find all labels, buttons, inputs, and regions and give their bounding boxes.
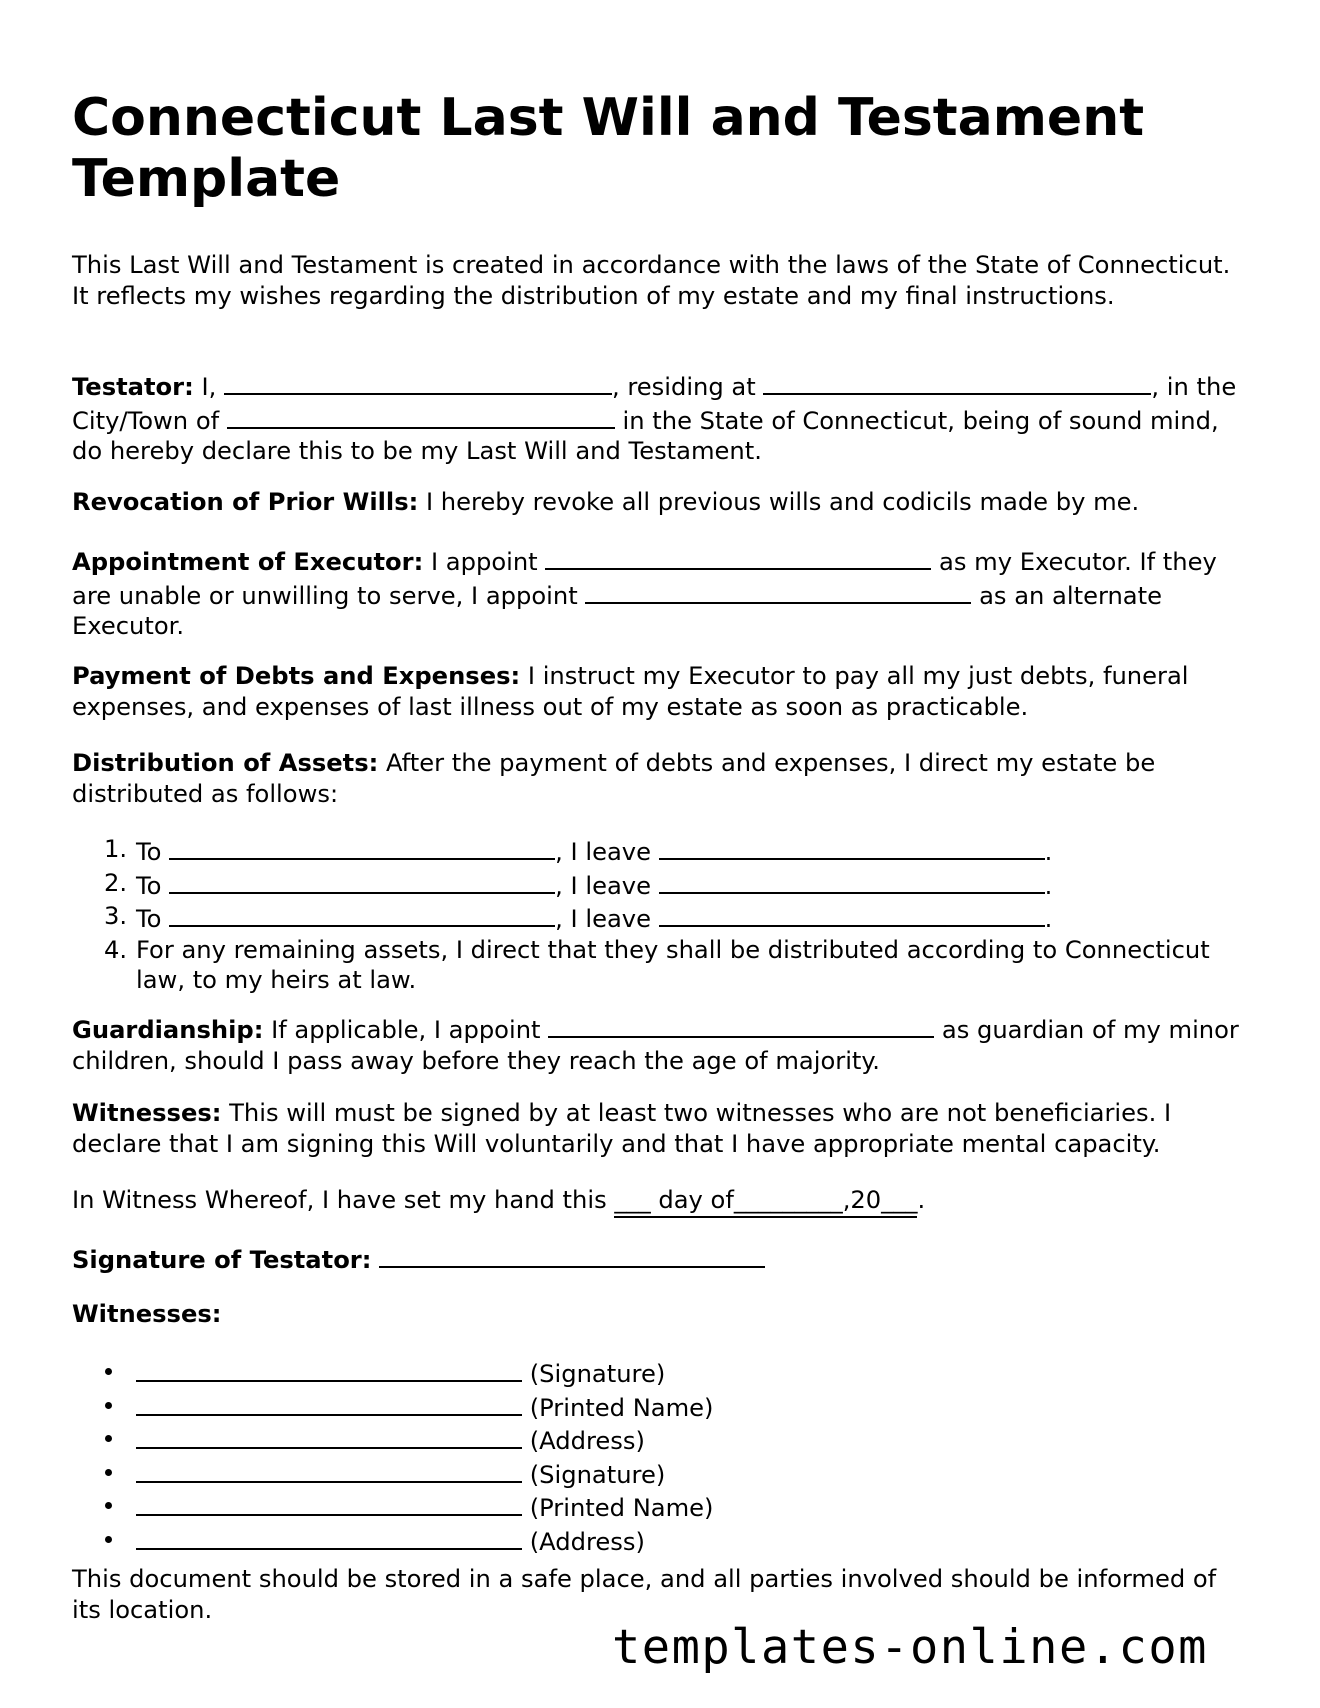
witnesses-heading: Witnesses:	[72, 1300, 222, 1328]
witness-blank[interactable]	[136, 1524, 522, 1550]
list-to: To	[136, 905, 170, 933]
witness-blank[interactable]	[136, 1423, 522, 1449]
witness-list	[72, 1356, 714, 1557]
testator-address-blank[interactable]	[763, 369, 1151, 395]
testator-text-3: , in the City/Town of	[72, 373, 1237, 435]
bequest-blank[interactable]	[659, 834, 1045, 860]
list-leave: , I leave	[555, 871, 659, 900]
executor-label: Appointment of Executor:	[72, 548, 424, 576]
witnesses-heading-paragraph	[72, 1299, 1247, 1330]
debts-text: I instruct my Executor to pay all my just debts, funeral expenses, and expenses of last illness out of my estate as soon as practicable.	[72, 662, 1189, 721]
list-item	[72, 901, 1247, 935]
watermark: templates-online.com	[612, 1620, 1208, 1675]
revocation-label: Revocation of Prior Wills:	[72, 488, 419, 516]
testator-signature-blank[interactable]	[379, 1242, 765, 1268]
page-title: Connecticut Last Will and Testament Template	[72, 88, 1145, 209]
signature-label: Signature of Testator:	[72, 1246, 372, 1274]
witness-line-label: (Address)	[529, 1527, 645, 1556]
guardianship-label: Guardianship:	[72, 1016, 264, 1044]
whereof-year-blank[interactable]: 20___	[850, 1185, 917, 1218]
distribution-text: After the payment of debts and expenses, I direct my estate be distributed as follows:	[72, 749, 1156, 808]
guardianship-paragraph	[72, 1012, 1247, 1076]
list-item	[72, 1524, 714, 1558]
list-item	[72, 868, 1247, 902]
distribution-list	[72, 834, 1247, 996]
signature-line	[72, 1242, 1247, 1276]
whereof-paragraph	[72, 1185, 1247, 1218]
revocation-paragraph	[72, 487, 1247, 518]
list-end: .	[1044, 905, 1053, 933]
list-remaining-text: For any remaining assets, I direct that they shall be distributed according to Connecticut law, to my heirs at law.	[136, 935, 1210, 994]
witness-blank[interactable]	[136, 1356, 522, 1382]
witness-blank[interactable]	[136, 1457, 522, 1483]
guardian-blank[interactable]	[548, 1012, 934, 1038]
witness-line-label: (Printed Name)	[529, 1393, 714, 1422]
whereof-end: .	[917, 1186, 926, 1214]
list-leave: , I leave	[555, 838, 659, 866]
bullet-icon	[105, 1368, 112, 1375]
whereof-day-blank[interactable]: ___ day of	[614, 1185, 733, 1218]
list-item	[72, 1423, 714, 1457]
testator-city-blank[interactable]	[227, 403, 615, 429]
executor-blank[interactable]	[545, 544, 931, 570]
debts-paragraph	[72, 661, 1247, 722]
testator-paragraph	[72, 369, 1247, 467]
intro-paragraph: This Last Will and Testament is created in accordance with the laws of the State of Connecticut. It reflects my wishes regarding the distribution of my estate and my final instructions.	[72, 251, 1231, 310]
list-number: 4.	[104, 935, 128, 964]
list-number: 3.	[104, 902, 128, 930]
witnesses-clause-paragraph	[72, 1098, 1247, 1159]
bullet-icon	[105, 1435, 112, 1442]
list-number: 1.	[104, 835, 128, 863]
witness-line-label: (Signature)	[529, 1360, 666, 1388]
testator-text-4: in the State of Connecticut, being of sound mind, do hereby declare this to be my Last Will and Testament.	[72, 406, 1219, 465]
beneficiary-blank[interactable]	[169, 868, 555, 894]
bullet-icon	[105, 1502, 112, 1509]
list-number: 2.	[104, 868, 128, 897]
revocation-text: I hereby revoke all previous wills and codicils made by me.	[418, 488, 1140, 516]
distribution-label: Distribution of Assets:	[72, 749, 379, 777]
debts-label: Payment of Debts and Expenses:	[72, 662, 521, 690]
witness-blank[interactable]	[136, 1490, 522, 1516]
witnesses-clause-label: Witnesses:	[72, 1099, 222, 1127]
list-item	[72, 935, 1247, 996]
bullet-icon	[105, 1469, 112, 1476]
witness-line-label: (Printed Name)	[529, 1494, 714, 1522]
bequest-blank[interactable]	[659, 868, 1045, 894]
testator-label: Testator:	[72, 373, 194, 401]
distribution-paragraph	[72, 748, 1247, 809]
executor-paragraph	[72, 544, 1247, 642]
closing-paragraph: This document should be stored in a safe place, and all parties involved should be informed of its location.	[72, 1565, 1217, 1624]
executor-text-1: I appoint	[423, 548, 546, 576]
list-item	[72, 1390, 714, 1424]
testator-text-2: , residing at	[611, 373, 764, 401]
bequest-blank[interactable]	[659, 901, 1045, 927]
list-to: To	[136, 838, 170, 866]
list-to: To	[136, 871, 170, 900]
whereof-month-blank[interactable]: _________,	[734, 1185, 851, 1218]
executor-text-3: as an alternate Executor.	[72, 581, 1162, 640]
guardianship-text-1: If applicable, I appoint	[263, 1016, 549, 1044]
testator-text-1: I,	[193, 373, 224, 401]
whereof-text: In Witness Whereof, I have set my hand this	[72, 1186, 615, 1214]
executor-text-2: as my Executor. If they are unable or unwilling to serve, I appoint	[72, 548, 1217, 610]
guardianship-text-2: as guardian of my minor children, should I pass away before they reach the age of majority.	[72, 1016, 1239, 1075]
witness-line-label: (Signature)	[529, 1460, 666, 1489]
testator-name-blank[interactable]	[224, 369, 612, 395]
witnesses-clause-text: This will must be signed by at least two witnesses who are not beneficiaries. I declare that I am signing this Will voluntarily and that I have appropriate mental capacity.	[72, 1099, 1172, 1158]
bullet-icon	[105, 1536, 112, 1543]
list-item	[72, 834, 1247, 868]
list-item	[72, 1457, 714, 1491]
alternate-executor-blank[interactable]	[585, 578, 971, 604]
witness-blank[interactable]	[136, 1390, 522, 1416]
bullet-icon	[105, 1402, 112, 1409]
beneficiary-blank[interactable]	[169, 901, 555, 927]
beneficiary-blank[interactable]	[169, 834, 555, 860]
list-end: .	[1044, 838, 1053, 866]
list-item	[72, 1356, 714, 1390]
list-end: .	[1044, 871, 1053, 900]
witness-line-label: (Address)	[529, 1427, 645, 1455]
list-leave: , I leave	[555, 905, 659, 933]
list-item	[72, 1490, 714, 1524]
